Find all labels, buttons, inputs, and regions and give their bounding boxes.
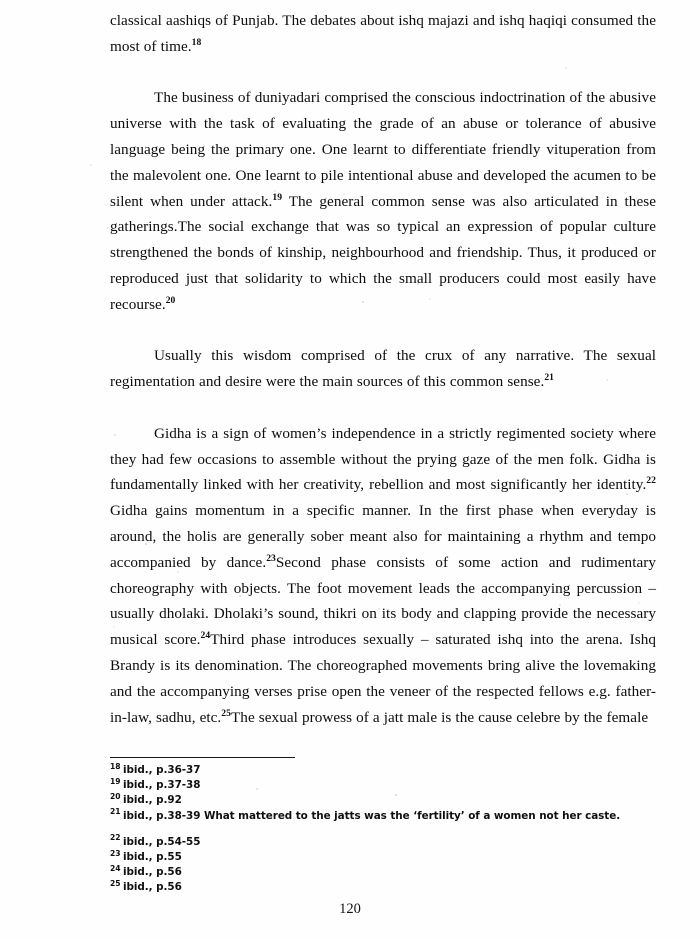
paragraph-para-usually-this-wisdom: Usually this wisdom comprised of the crux of any narrative. The sexual regimentation and desire were the main sources of this common sense.$^{21}$ (110, 347, 656, 391)
footnote-text: ibid., p.38-39 What mattered to the jatts was the ‘fertility’ of a women not her caste. (122, 809, 621, 822)
footnote-text: ibid., p.37-38 (122, 779, 201, 792)
footnote-reference-22: 22 (646, 475, 656, 487)
footnote-19 (110, 778, 656, 793)
footnote-20 (110, 793, 656, 808)
footnote-21 (110, 809, 656, 824)
paragraph-para-gidha: Gidha is a sign of women’s independence in a strictly regimented society where they had few occasions to assemble without the prying gaze of the men folk. Gidha is fundamentally linked with her creativity, rebellion and most significantly her identity.$^{22}$ Gidha gains momentum in a specific manner. In the first phase when everyday is around, the holis are generally sober meant also for maintaining a rhythm and tempo accompanied by dance.$^{23}$Second phase consists of some action and rudimentary choreography with objects. The foot movement leads the accompanying percussion – usually dholaki. Dholaki’s sound, thikri on its body and clapping provide the necessary musical score.$^{24}$Third phase introduces sexually – saturated ishq into the arena. Ishq Brandy is its denomination. The choreographed movements bring alive the lovemaking and the accompanying verses prise open the veneer of the respected fellows e.g. father-in-law, sadhu, etc.$^{25}$The sexual prowess of a jatt male is the cause celebre by the female (110, 424, 657, 726)
scan-speck (90, 164, 92, 166)
footnote-block (110, 757, 656, 896)
footnote-marker: 18 (110, 761, 121, 771)
footnote-group (110, 763, 656, 824)
footnote-reference-23: 23 (266, 552, 276, 564)
footnote-text: ibid., p.56 (122, 866, 182, 879)
paragraph-para-business-of-duniyadari: The business of duniyadari comprised the conscious indoctrination of the abusive universe with the task of evaluating the grade of an abuse or tolerance of abusive language being the primary one. One learnt to differentiate friendly vituperation from the malevolent one. One learnt to pile intentional abuse and developed the acumen to be silent when under attack.$^{19}$ The general common sense was also articulated in these gatherings.The social exchange that was so typical an expression of popular culture strengthened the bonds of kinship, neighbourhood and friendship. Thus, it produced or reproduced just that solidarity to which the small producers could most easily have recourse.$^{20}$ (110, 89, 656, 313)
footnote-marker: 25 (110, 878, 121, 888)
footnote-marker: 20 (110, 791, 121, 801)
footnote-18 (110, 763, 656, 778)
footnote-reference-18: 18 (191, 36, 202, 48)
footnote-23 (110, 850, 656, 865)
footnote-separator-rule (110, 757, 295, 758)
footnote-22 (110, 835, 656, 850)
footnote-24 (110, 865, 656, 880)
footnote-group (110, 835, 656, 896)
paragraph-para-duniyadari-intro: classical aashiqs of Punjab. The debates about ishq majazi and ishq haqiqi consumed the most of time.$^{18}$ (110, 12, 656, 55)
footnote-text: ibid., p.92 (122, 794, 182, 807)
scan-speck (107, 227, 109, 229)
footnote-reference-20: 20 (165, 294, 176, 306)
footnote-reference-19: 19 (272, 191, 283, 203)
footnote-text: ibid., p.36-37 (122, 764, 201, 776)
footnote-25 (110, 880, 656, 895)
footnote-marker: 24 (110, 863, 121, 873)
footnote-text: ibid., p.55 (122, 851, 182, 864)
footnote-reference-21: 21 (544, 372, 555, 384)
footnote-text: ibid., p.56 (122, 881, 182, 894)
body-text-column (110, 8, 656, 730)
footnote-reference-24: 24 (200, 630, 211, 642)
page-number: 120 (339, 901, 361, 917)
footnote-reference-25: 25 (221, 707, 231, 719)
footnote-marker: 19 (110, 776, 121, 786)
footnote-text: ibid., p.54-55 (122, 835, 201, 848)
footnote-marker: 22 (110, 833, 121, 843)
footnote-marker: 23 (110, 848, 121, 858)
footnote-marker: 21 (110, 807, 121, 817)
